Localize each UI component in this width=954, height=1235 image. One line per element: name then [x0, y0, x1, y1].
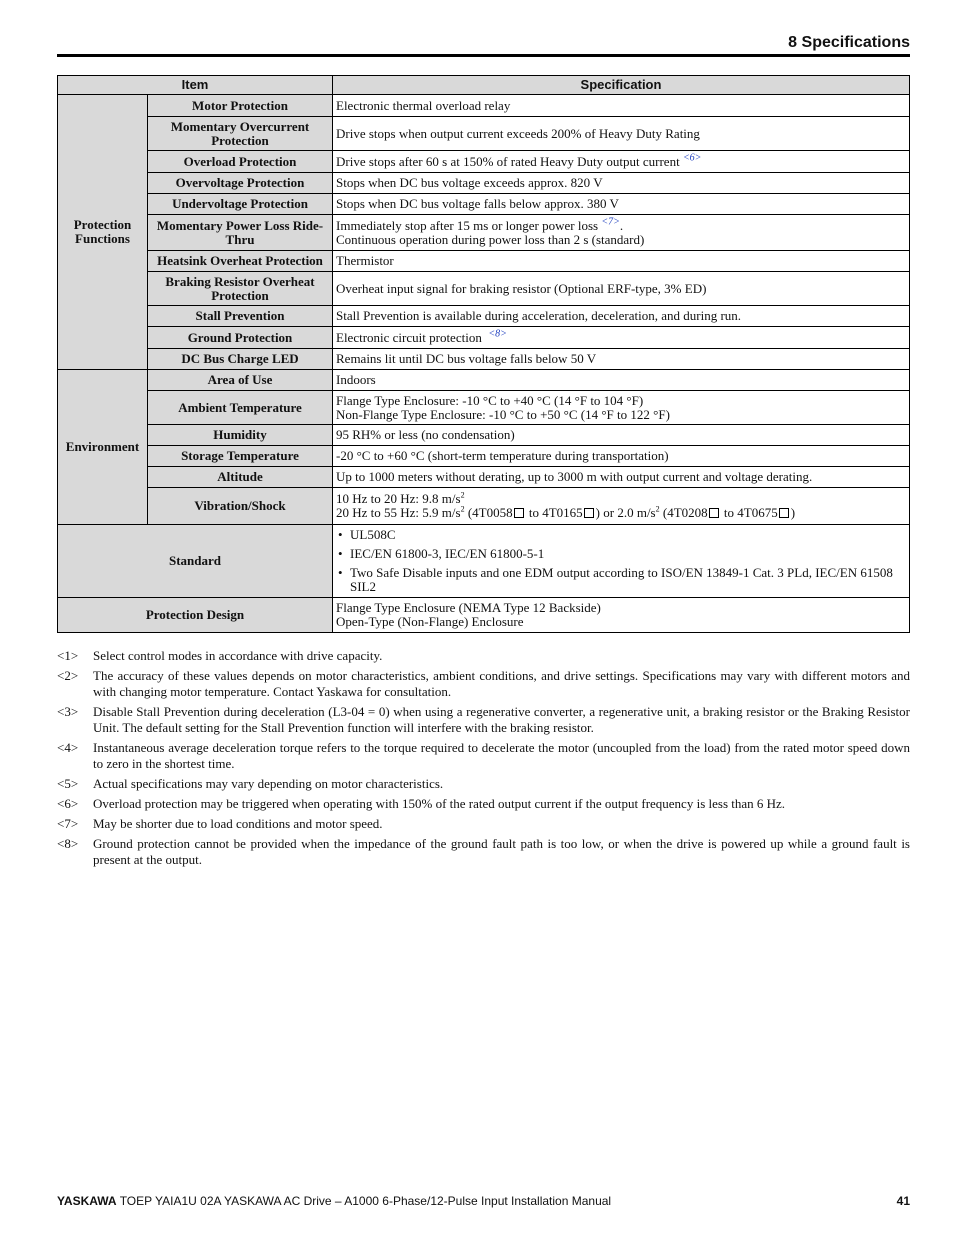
footnote	[57, 796, 910, 812]
table-row	[58, 272, 910, 306]
row-spec: Overheat input signal for braking resistor (Optional ERF-type, 3% ED)	[333, 272, 910, 306]
standard-label: Standard	[58, 525, 333, 598]
footnote	[57, 816, 910, 832]
footnote-text: May be shorter due to load conditions and motor speed.	[93, 816, 383, 831]
header-rule	[57, 54, 910, 57]
row-item: Ground Protection	[148, 327, 333, 349]
row-spec	[333, 151, 910, 173]
footnote-number: <2>	[57, 668, 79, 683]
spec-tail: .	[619, 217, 624, 233]
table-row	[58, 488, 910, 525]
vibration-model-from-2: (4T0208	[659, 505, 708, 520]
footnote-number: <6>	[57, 796, 79, 811]
row-item: Undervoltage Protection	[148, 194, 333, 215]
table-row	[58, 117, 910, 151]
row-spec: Thermistor	[333, 251, 910, 272]
table-header-row	[58, 76, 910, 95]
square-placeholder-icon	[584, 508, 594, 518]
vibration-close: )	[790, 505, 796, 520]
footnote	[57, 704, 910, 736]
spec-text-2: Continuous operation during power loss than 2 s (standard)	[336, 231, 645, 247]
table-row-standard	[58, 525, 910, 598]
footnote-text: Overload protection may be triggered when operating with 150% of the rated output current if the output frequency is less than 6 Hz.	[93, 796, 786, 811]
table-row	[58, 251, 910, 272]
vibration-alt-value: ) or 2.0 m/s	[595, 505, 656, 520]
row-item: Altitude	[148, 467, 333, 488]
protection-design-spec	[333, 598, 910, 633]
row-spec: Drive stops when output current exceeds 200% of Heavy Duty Rating	[333, 117, 910, 151]
footnote-number: <1>	[57, 648, 79, 663]
footer-document-title	[57, 1194, 611, 1208]
superscript: 2	[655, 504, 660, 514]
vibration-line-2: 20 Hz to 55 Hz: 5.9 m/s	[336, 505, 461, 520]
row-item: DC Bus Charge LED	[148, 349, 333, 370]
table-row	[58, 446, 910, 467]
group-environment: Environment	[58, 370, 148, 525]
list-item: • IEC/EN 61800-3, IEC/EN 61800-5-1	[336, 547, 906, 561]
footnote-text: Instantaneous average deceleration torque refers to the torque required to decelerate the motor (uncoupled from the load) from the rated motor speed down to zero in the shortest time.	[93, 740, 910, 771]
footnote-number: <5>	[57, 776, 79, 791]
footnote	[57, 836, 910, 868]
spec-text: Electronic circuit protection	[336, 329, 482, 345]
footnote	[57, 668, 910, 700]
footnote-link[interactable]: <6>	[682, 152, 702, 164]
footnote-text: The accuracy of these values depends on motor characteristics, ambient conditions, and drive settings. Specifications may vary with different motors and with changing motor temperature. Contact Yaskawa for consultation.	[93, 668, 910, 699]
spec-text-2: Non-Flange Type Enclosure: -10 °C to +50 °C (14 °F to 122 °F)	[336, 406, 670, 422]
vibration-model-from: (4T0058	[464, 505, 513, 520]
square-placeholder-icon	[514, 508, 524, 518]
group-protection-functions: Protection Functions	[58, 95, 148, 370]
footnote-link[interactable]: <7>	[601, 216, 620, 228]
spec-text: Drive stops after 60 s at 150% of rated Heavy Duty output current	[336, 153, 680, 169]
page-footer	[57, 1194, 910, 1208]
column-header-item: Item	[58, 76, 333, 95]
footnote-text: Select control modes in accordance with drive capacity.	[93, 648, 383, 663]
spec-text-2: Open-Type (Non-Flange) Enclosure	[336, 614, 524, 629]
table-row	[58, 349, 910, 370]
row-spec: 95 RH% or less (no condensation)	[333, 425, 910, 446]
table-row	[58, 95, 910, 117]
row-spec: Stops when DC bus voltage exceeds approx. 820 V	[333, 173, 910, 194]
superscript: 2	[460, 504, 465, 514]
row-item: Momentary Overcurrent Protection	[148, 117, 333, 151]
footnote-number: <7>	[57, 816, 79, 831]
table-row	[58, 327, 910, 349]
row-spec: Up to 1000 meters without derating, up to 3000 m with output current and voltage derating.	[333, 467, 910, 488]
footnote-number: <8>	[57, 836, 79, 851]
row-spec	[333, 391, 910, 425]
spec-text: Flange Type Enclosure: -10 °C to +40 °C (14 °F to 104 °F)	[336, 392, 644, 408]
table-row	[58, 151, 910, 173]
row-item: Heatsink Overheat Protection	[148, 251, 333, 272]
spec-text: Immediately stop after 15 ms or longer power loss	[336, 217, 599, 233]
vibration-model-to-2: to 4T0675	[720, 505, 778, 520]
list-item: • UL508C	[336, 528, 906, 542]
row-spec	[333, 215, 910, 251]
footnote-number: <3>	[57, 704, 79, 719]
footnote-number: <4>	[57, 740, 79, 755]
row-item: Overload Protection	[148, 151, 333, 173]
row-item: Overvoltage Protection	[148, 173, 333, 194]
protection-design-label: Protection Design	[58, 598, 333, 633]
row-spec: -20 °C to +60 °C (short-term temperature during transportation)	[333, 446, 910, 467]
table-row-protection-design	[58, 598, 910, 633]
standard-list	[333, 525, 910, 598]
footnote-text: Disable Stall Prevention during deceleration (L3-04 = 0) when using a regenerative converter, a regenerative unit, a braking resistor or the Braking Resistor Unit. The default setting for the Stall Prevention function will interfere with the braking resistor.	[93, 704, 910, 735]
section-title: 8 Specifications	[788, 34, 910, 51]
table-row	[58, 370, 910, 391]
footnotes	[57, 648, 910, 872]
table-row	[58, 194, 910, 215]
footnote	[57, 648, 910, 664]
square-placeholder-icon	[709, 508, 719, 518]
square-placeholder-icon	[779, 508, 789, 518]
specifications-table	[57, 75, 910, 633]
row-item: Area of Use	[148, 370, 333, 391]
footnote-text: Actual specifications may vary depending on motor characteristics.	[93, 776, 444, 791]
row-spec: Stall Prevention is available during acceleration, deceleration, and during run.	[333, 306, 910, 327]
table-row	[58, 215, 910, 251]
footer-brand: YASKAWA	[57, 1194, 117, 1208]
row-spec: Stops when DC bus voltage falls below approx. 380 V	[333, 194, 910, 215]
footnote	[57, 776, 910, 792]
row-item: Stall Prevention	[148, 306, 333, 327]
row-item: Vibration/Shock	[148, 488, 333, 525]
table-row	[58, 425, 910, 446]
vibration-model-to: to 4T0165	[525, 505, 583, 520]
footnote	[57, 740, 910, 772]
row-spec: Remains lit until DC bus voltage falls below 50 V	[333, 349, 910, 370]
row-item: Momentary Power Loss Ride-Thru	[148, 215, 333, 251]
row-item: Ambient Temperature	[148, 391, 333, 425]
row-spec-vibration	[333, 488, 910, 525]
row-item: Storage Temperature	[148, 446, 333, 467]
table-row	[58, 173, 910, 194]
footnote-link[interactable]: <8>	[488, 328, 507, 340]
footer-doc-text: TOEP YAIA1U 02A YASKAWA AC Drive – A1000 6-Phase/12-Pulse Input Installation Manual	[116, 1194, 612, 1208]
row-spec: Indoors	[333, 370, 910, 391]
table-row	[58, 306, 910, 327]
list-item: • Two Safe Disable inputs and one EDM output according to ISO/EN 13849-1 Cat. 3 PLd, IEC/EN 61508 SIL2	[336, 566, 906, 594]
row-item: Braking Resistor Overheat Protection	[148, 272, 333, 306]
page-number: 41	[896, 1194, 910, 1208]
row-item: Motor Protection	[148, 95, 333, 117]
row-spec: Electronic thermal overload relay	[333, 95, 910, 117]
spec-text: Flange Type Enclosure (NEMA Type 12 Backside)	[336, 600, 601, 615]
table-row	[58, 391, 910, 425]
footnote-text: Ground protection cannot be provided when the impedance of the ground fault path is too low, or when the drive is powered up while a ground fault is present at the output.	[93, 836, 910, 867]
superscript: 2	[460, 490, 465, 500]
vibration-line-1: 10 Hz to 20 Hz: 9.8 m/s	[336, 491, 461, 506]
row-item: Humidity	[148, 425, 333, 446]
table-row	[58, 467, 910, 488]
column-header-spec: Specification	[333, 76, 910, 95]
row-spec	[333, 327, 910, 349]
